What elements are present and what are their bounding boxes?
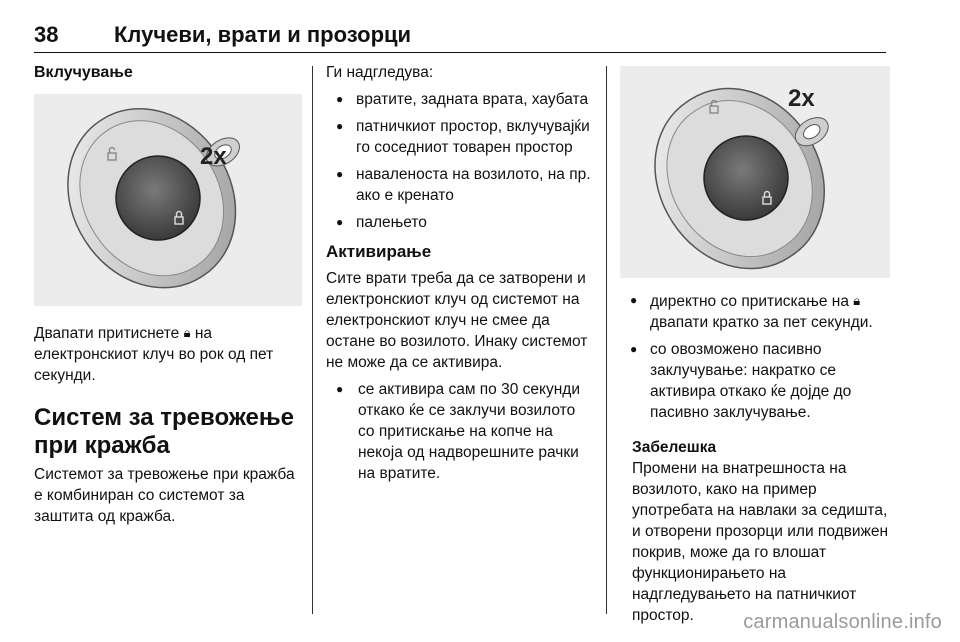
press-count-label: 2x (788, 85, 815, 112)
column-divider-2 (606, 66, 607, 614)
monitored-list (326, 89, 596, 233)
section-heading-alarm: Систем за тревожење при кражба (34, 404, 294, 459)
list-item: ● патничкиот простор, вклучувајќи го соседниот товарен простор (326, 116, 596, 158)
key-fob-illustration (34, 94, 302, 306)
column-left (34, 62, 304, 527)
activation-methods-list (620, 290, 892, 423)
monitored-intro: Ги надгледува: (326, 64, 434, 81)
alarm-description: Системот за тревожење при кражба е комбиниран со системот за заштита од кражба. (34, 466, 295, 525)
key-fob-illustration (620, 66, 890, 278)
list-item: ● вратите, задната врата, хаубата (326, 89, 596, 110)
press-instruction: Двапати притиснете 🔒︎ на електронскиот клуч во рок од пет секунди. (34, 322, 304, 386)
activation-list (326, 379, 596, 484)
lock-icon: 🔒︎ (183, 325, 191, 340)
watermark: carmanualsonline.info (743, 611, 942, 633)
list-item: ● наваленоста на возилото, на пр. ако е кренато (326, 164, 596, 206)
list-item: ● со овозможено пасивно заклучување: накратко се активира откако ќе дојде до пасивно заклучување. (620, 339, 892, 423)
column-middle (326, 62, 596, 490)
column-divider-1 (312, 66, 313, 614)
press-count-label: 2x (200, 143, 227, 170)
note-text: Промени на внатрешноста на возилото, како на пример употребата на навлаки за седишта, и отворени прозорци или подвижен покрив, може да го влошат функционирањето на надгледувањето на патничкиот простор. (632, 460, 889, 624)
page-title: Клучеви, врати и прозорци (114, 22, 412, 47)
key-fob-figure-2 (620, 66, 890, 278)
column-right (620, 62, 892, 626)
header-rule (34, 52, 886, 53)
activation-description: Сите врати треба да се затворени и електронскиот клуч од системот на електронскиот клуч не смее да остане во возилото. Инаку системот не може да се активира. (326, 270, 588, 371)
note-title: Забелешка (632, 439, 717, 456)
lock-icon: 🔒︎ (853, 293, 861, 308)
list-item: ● палењето (326, 212, 596, 233)
key-fob-figure (34, 94, 302, 306)
section-heading-activation: Активирање (326, 242, 432, 261)
section-heading-activate: Вклучување (34, 64, 133, 81)
page-number: 38 (34, 22, 59, 47)
list-item: ● се активира сам по 30 секунди откако ќе се заклучи возилото со притискање на копче на некоја од надворешните рачки на вратите. (326, 379, 596, 484)
list-item: ● директно со притискање на 🔒︎ двапати кратко за пет секунди. (620, 290, 892, 333)
